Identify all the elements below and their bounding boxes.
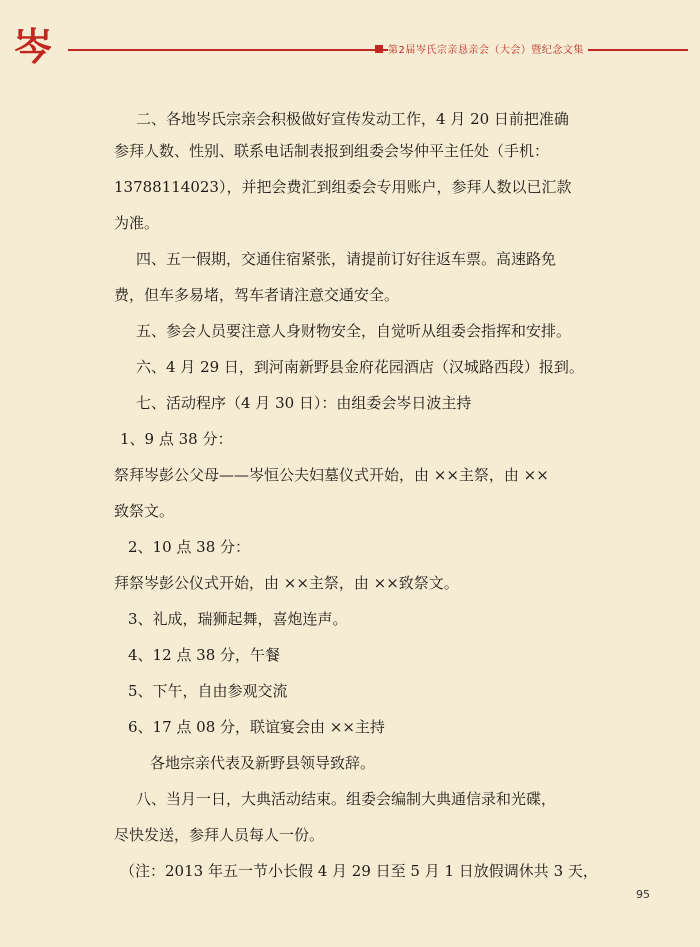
header-subtitle: 第2届岑氏宗亲恳亲会（大会）暨纪念文集 [388,41,588,56]
text-line: 六、4 月 29 日，到河南新野县金府花园酒店（汉城路西段）报到。 [136,358,584,376]
text-line: 祭拜岑彭公父母——岑恒公夫妇墓仪式开始，由 ××主祭，由 ×× [114,466,549,484]
text-line: 拜祭岑彭公仪式开始，由 ××主祭，由 ××致祭文。 [114,574,459,592]
header-logo: 岑 [14,24,53,69]
text-line: 各地宗亲代表及新野县领导致辞。 [150,754,376,772]
text-line: 二、各地岑氏宗亲会积极做好宣传发动工作，4 月 20 日前把准确 [136,110,569,128]
text-line: 1、9 点 38 分： [120,430,233,448]
page-number: 95 [636,888,650,901]
header-marker [375,45,383,53]
text-line: 参拜人数、性别、联系电话制表报到组委会岑仲平主任处（手机： [114,142,550,160]
text-line: 4、12 点 38 分，午餐 [128,646,281,664]
text-line: 八、当月一日，大典活动结束。组委会编制大典通信录和光碟， [136,790,557,808]
page-header [0,0,700,80]
text-line: 七、活动程序（4 月 30 日）：由组委会岑日波主持 [136,394,472,412]
text-line: 尽快发送，参拜人员每人一份。 [114,826,325,844]
text-line: 为准。 [114,214,160,232]
text-line: 费，但车多易堵，驾车者请注意交通安全。 [114,286,400,304]
text-line: 5、下午，自由参观交流 [128,682,288,700]
text-line: 四、五一假期，交通住宿紧张，请提前订好往返车票。高速路免 [136,250,557,268]
text-line: 3、礼成，瑞狮起舞，喜炮连声。 [128,610,348,628]
text-line: 6、17 点 08 分，联谊宴会由 ××主持 [128,718,385,736]
text-line: 五、参会人员要注意人身财物安全，自觉听从组委会指挥和安排。 [136,322,572,340]
text-line: 致祭文。 [114,502,175,520]
text-line: （注：2013 年五一节小长假 4 月 29 日至 5 月 1 日放假调休共 3 天， [120,862,598,880]
text-line: 2、10 点 38 分： [128,538,251,556]
text-line: 13788114023），并把会费汇到组委会专用账户，参拜人数以已汇款 [114,178,572,196]
